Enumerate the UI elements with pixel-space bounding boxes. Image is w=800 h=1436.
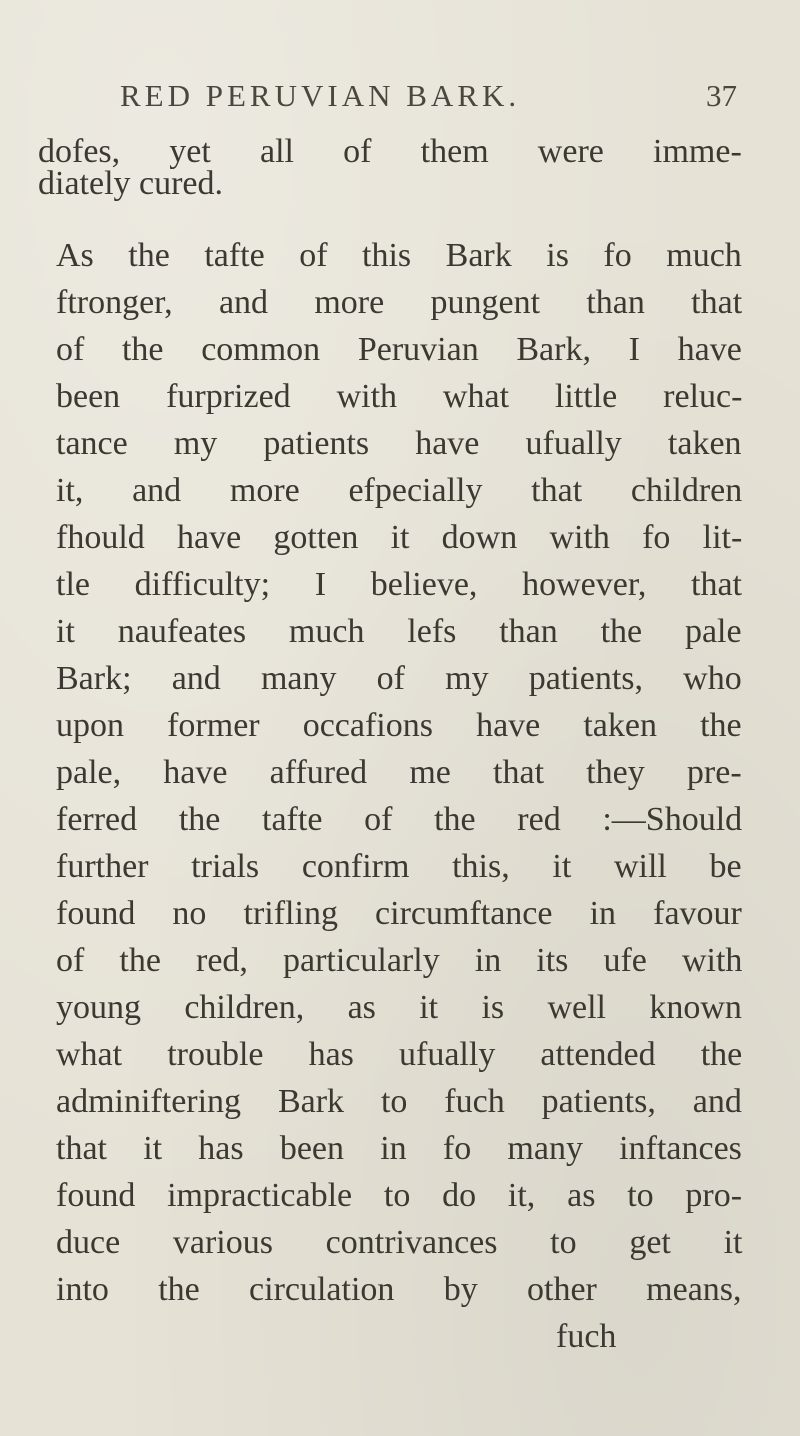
text-line: dofes, yet all of them were imme- [38, 133, 742, 170]
text-line: As the tafte of this Bark is fo much [56, 237, 742, 274]
page-number: 37 [706, 78, 737, 113]
text-line: been furprized with what little reluc- [56, 378, 743, 415]
text-line: into the circulation by other means, [56, 1271, 742, 1308]
text-line: found no trifling circumftance in favour [56, 895, 742, 932]
text-line: what trouble has ufually attended the [56, 1036, 743, 1073]
catchword: fuch [556, 1318, 617, 1355]
text-line: tance my patients have ufually taken [56, 425, 742, 462]
text-line: of the red, particularly in its ufe with [56, 942, 743, 979]
text-line: tle difficulty; I believe, however, that [56, 566, 743, 603]
text-line: it, and more efpecially that children [56, 472, 743, 509]
text-line: further trials confirm this, it will be [56, 848, 742, 885]
text-line: of the common Peruvian Bark, I have [56, 331, 742, 368]
text-line: Bark; and many of my patients, who [56, 660, 742, 697]
text-line: diately cured. [38, 165, 224, 202]
text-line: it naufeates much lefs than the pale [56, 613, 742, 650]
text-line: duce various contrivances to get it [56, 1224, 743, 1261]
text-line: that it has been in fo many inftances [56, 1130, 742, 1167]
text-line: pale, have affured me that they pre- [56, 754, 742, 791]
running-title: RED PERUVIAN BARK. [120, 78, 521, 113]
text-line: young children, as it is well known [56, 989, 742, 1026]
text-line: upon former occafions have taken the [56, 707, 742, 744]
text-line: ftronger, and more pungent than that [56, 284, 743, 321]
text-line: adminiftering Bark to fuch patients, and [56, 1083, 742, 1120]
text-line: fhould have gotten it down with fo lit- [56, 519, 743, 556]
running-head [0, 78, 800, 122]
text-line: found impracticable to do it, as to pro- [56, 1177, 743, 1214]
text-line: ferred the tafte of the red :—Should [56, 801, 743, 838]
